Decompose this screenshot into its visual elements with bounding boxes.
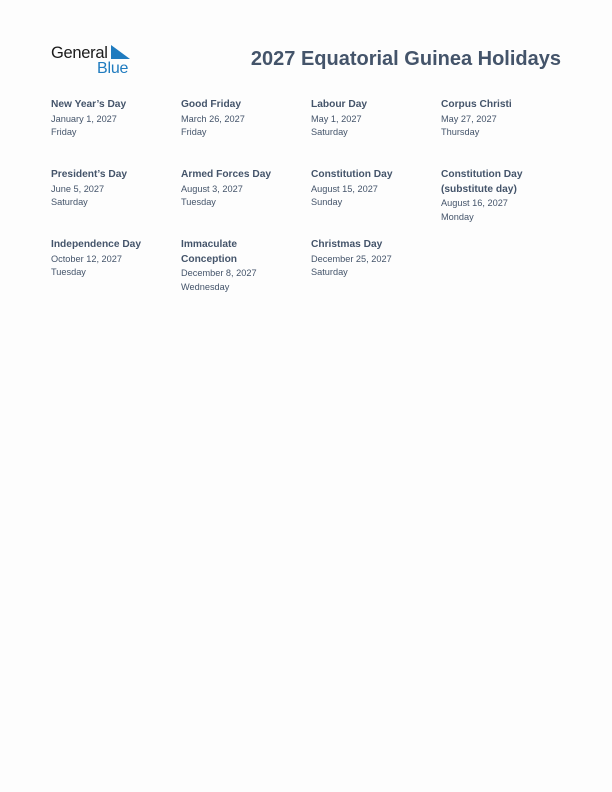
holiday-date: December 8, 2027	[181, 268, 257, 278]
triangle-flag-icon	[111, 45, 131, 59]
holiday-entry	[181, 98, 306, 140]
holiday-weekday: Thursday	[441, 127, 480, 138]
holiday-weekday: Tuesday	[51, 267, 86, 278]
holiday-entry	[51, 98, 176, 140]
holiday-weekday: Saturday	[311, 127, 348, 138]
holiday-name: President’s Day	[51, 169, 128, 180]
holiday-name: Christmas Day	[311, 239, 383, 250]
holiday-date: May 1, 2027	[311, 113, 362, 124]
holiday-entry	[311, 98, 436, 140]
holiday-name: Corpus Christi	[441, 99, 512, 110]
holiday-weekday: Saturday	[311, 267, 348, 278]
logo-word-blue: Blue	[97, 60, 129, 77]
holiday-entry	[311, 168, 436, 210]
holiday-entry	[311, 238, 436, 280]
holiday-entry	[51, 238, 176, 280]
holiday-weekday: Tuesday	[181, 197, 216, 208]
holiday-entry	[441, 98, 566, 140]
holiday-weekday: Saturday	[51, 197, 88, 208]
page-title: 2027 Equatorial Guinea Holidays	[250, 48, 561, 70]
holiday-date: December 25, 2027	[311, 253, 392, 264]
holiday-date: August 3, 2027	[181, 183, 243, 194]
generalblue-logo	[51, 44, 135, 78]
holiday-name: Constitution Day	[311, 169, 393, 180]
holiday-weekday: Friday	[181, 127, 207, 138]
holiday-entry	[51, 168, 176, 210]
holiday-date: August 15, 2027	[311, 183, 378, 194]
holiday-date: January 1, 2027	[51, 113, 117, 124]
holiday-date: March 26, 2027	[181, 113, 245, 124]
holiday-entry	[441, 168, 551, 225]
holiday-name: Immaculate Conception	[181, 239, 238, 265]
holiday-date: June 5, 2027	[51, 183, 105, 194]
holiday-weekday: Friday	[51, 127, 77, 138]
holiday-weekday: Wednesday	[181, 281, 230, 292]
holiday-name: New Year’s Day	[51, 99, 127, 110]
holiday-entry	[181, 168, 306, 210]
holiday-weekday: Sunday	[311, 197, 343, 208]
holiday-weekday: Monday	[441, 211, 474, 222]
holiday-name: Independence Day	[51, 239, 142, 250]
holiday-date: May 27, 2027	[441, 113, 497, 124]
logo-word-general: General	[51, 44, 108, 62]
holiday-name: Good Friday	[181, 99, 241, 110]
holiday-name: Constitution Day (substitute day)	[441, 169, 523, 195]
holiday-date: August 16, 2027	[441, 198, 508, 208]
holiday-name: Armed Forces Day	[181, 169, 272, 180]
holiday-entry	[181, 238, 271, 295]
holiday-date: October 12, 2027	[51, 253, 122, 264]
holiday-name: Labour Day	[311, 99, 368, 110]
